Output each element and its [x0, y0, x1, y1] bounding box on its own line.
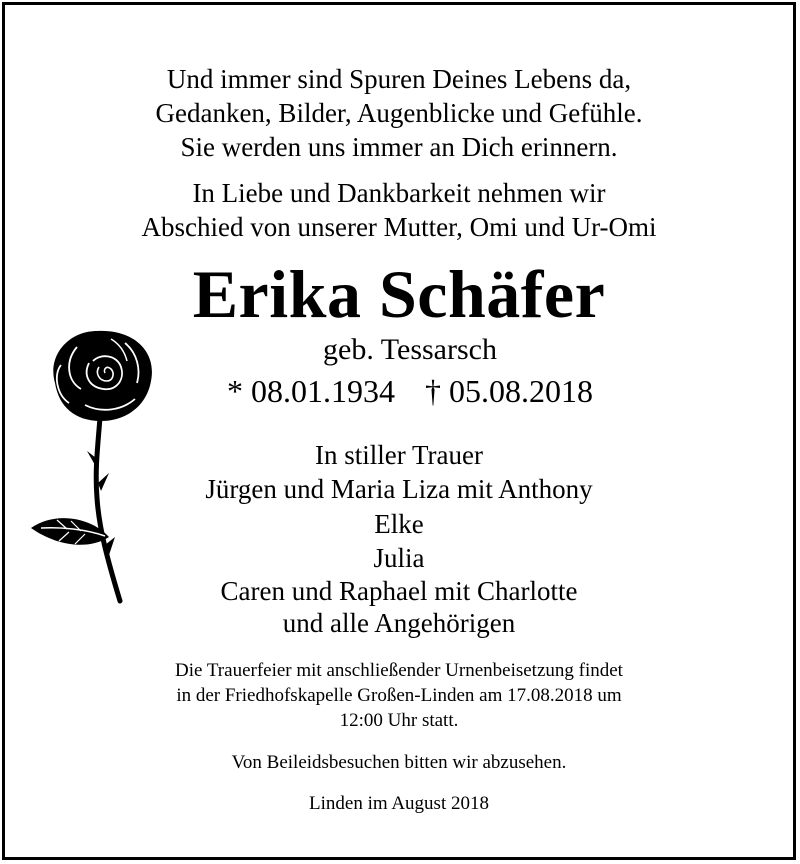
- life-dates: [115, 373, 705, 410]
- intro-line-2: Abschied von unserer Mutter, Omi und Ur-Omi: [141, 212, 657, 242]
- funeral-line-1: Die Trauerfeier mit anschließender Urnenbeisetzung findet: [175, 660, 623, 681]
- intro-line-1: In Liebe und Dankbarkeit nehmen wir: [192, 178, 606, 208]
- mourners-line-3: Elke: [374, 509, 424, 539]
- obituary-notice: [2, 2, 796, 860]
- mourners-line-6: und alle Angehörigen: [282, 608, 516, 638]
- verse-line-3: Sie werden uns immer an Dich erinnern.: [180, 132, 618, 162]
- mourners-line-5: Caren und Raphael mit Charlotte: [220, 576, 578, 606]
- mourners-line-4: Julia: [373, 543, 425, 573]
- birth-date: * 08.01.1934: [227, 373, 395, 409]
- condolence-note: Von Beileidsbesuchen bitten wir abzusehen.: [231, 752, 567, 773]
- mourners-line-1: In stiller Trauer: [315, 440, 483, 470]
- mourners-line-2: Jürgen und Maria Liza mit Anthony: [205, 474, 593, 504]
- verse-line-1: Und immer sind Spuren Deines Lebens da,: [166, 64, 632, 94]
- funeral-line-2: in der Friedhofskapelle Großen-Linden am 17.08.2018 um: [176, 685, 622, 706]
- deceased-name: Erika Schäfer: [192, 256, 606, 332]
- death-date: † 05.08.2018: [425, 373, 593, 409]
- funeral-line-3: 12:00 Uhr statt.: [339, 710, 459, 731]
- verse-line-2: Gedanken, Bilder, Augenblicke und Gefühle.: [155, 98, 643, 128]
- maiden-name: geb. Tessarsch: [323, 333, 497, 366]
- place-and-date: Linden im August 2018: [309, 793, 489, 814]
